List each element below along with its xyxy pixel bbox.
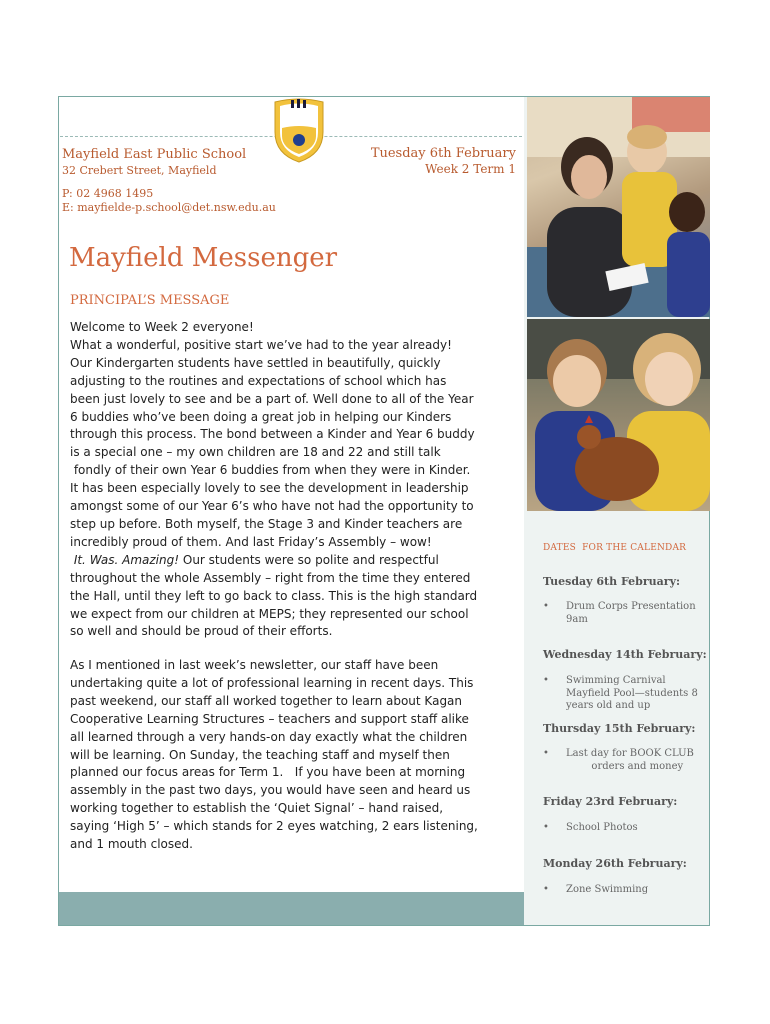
principal-message-paragraph-1 <box>70 319 502 641</box>
text-line: step up before. Both myself, the Stage 3 and Kinder teachers are <box>70 516 463 531</box>
text-line: so well and should be proud of their efforts. <box>70 624 333 639</box>
section-heading: PRINCIPAL’S MESSAGE <box>70 293 230 308</box>
text-line: assembly in the past two days, you would have seen and heard us <box>70 783 471 798</box>
text-line: planned our focus areas for Term 1. If you have been at morning <box>70 765 466 780</box>
bullet-icon: • <box>543 884 549 895</box>
text-line <box>70 552 502 570</box>
calendar-item <box>543 748 703 773</box>
text-line: and 1 mouth closed. <box>70 837 193 852</box>
contact-phone: P: 02 4968 1495 <box>62 187 154 200</box>
bullet-icon: • <box>543 601 549 612</box>
text-line: throughout the whole Assembly – right from the time they entered <box>70 570 471 585</box>
calendar-item-text: Zone Swimming <box>566 884 649 895</box>
text-line: working together to establish the ‘Quiet Signal’ – hand raised, <box>70 801 444 816</box>
text-line: the Hall, until they left to go back to class. This is the high standard <box>70 588 478 603</box>
photo-students-with-chicken <box>527 319 710 511</box>
calendar-item-text: years old and up <box>566 700 651 711</box>
text-line: undertaking quite a lot of professional learning in recent days. This <box>70 675 474 690</box>
issue-week: Week 2 Term 1 <box>425 162 516 176</box>
calendar-item-text: Drum Corps Presentation <box>566 601 696 612</box>
text-line: will be learning. On Sunday, the teaching staff and myself then <box>70 747 450 762</box>
school-address: 32 Crebert Street, Mayfield <box>62 164 217 177</box>
calendar-item <box>543 884 703 897</box>
text-line: Welcome to Week 2 everyone! <box>70 320 254 334</box>
calendar-day: Wednesday 14th February: <box>543 648 707 661</box>
newsletter-title: Mayfield Messenger <box>69 243 338 273</box>
text-line: is a special one – my own children are 18 and 22 and still talk <box>70 445 441 460</box>
bullet-icon: • <box>543 822 549 833</box>
school-logo <box>271 98 327 164</box>
footer-band <box>59 892 524 925</box>
italic-emphasis: It. Was. Amazing! <box>70 552 180 567</box>
text-line: past weekend, our staff all worked together to learn about Kagan <box>70 693 463 708</box>
calendar-item <box>543 675 703 713</box>
school-name: Mayfield East Public School <box>62 147 247 162</box>
calendar-item <box>543 601 703 626</box>
photo-teacher-with-students <box>527 97 710 317</box>
text-line: 6 buddies who’ve been doing a great job in helping our Kinders <box>70 409 452 424</box>
text-line: all learned through a very hands-on day exactly what the children <box>70 729 468 744</box>
text-line: been just lovely to see and be a part of. Well done to all of the Year <box>70 391 474 406</box>
calendar-day: Monday 26th February: <box>543 857 687 870</box>
text-line: As I mentioned in last week’s newsletter, our staff have been <box>70 658 439 672</box>
principal-message-paragraph-2 <box>70 657 502 854</box>
text-line: saying ‘High 5’ – which stands for 2 eyes watching, 2 ears listening, <box>70 819 478 834</box>
calendar-item-text: Mayfield Pool—students 8 <box>566 687 698 699</box>
text-line: What a wonderful, positive start we’ve had to the year already! <box>70 337 452 352</box>
text-segment: Our students were so polite and respectful <box>179 552 439 567</box>
text-line: Cooperative Learning Structures – teachers and support staff alike <box>70 711 469 726</box>
bullet-icon: • <box>543 675 549 686</box>
calendar-item-text: 9am <box>566 613 588 625</box>
text-line: adjusting to the routines and expectations of school which has <box>70 373 447 388</box>
text-line: amongst some of our Year 6’s who have not had the opportunity to <box>70 499 474 514</box>
text-line: It has been especially lovely to see the development in leadership <box>70 481 469 496</box>
contact-email[interactable]: E: mayfielde-p.school@det.nsw.edu.au <box>62 201 276 214</box>
text-line: fondly of their own Year 6 buddies from when they were in Kinder. <box>70 463 471 478</box>
calendar-item-text: Swimming Carnival <box>566 675 666 686</box>
calendar-heading: DATES FOR THE CALENDAR <box>543 543 687 553</box>
text-line: Our Kindergarten students have settled in beautifully, quickly <box>70 355 441 370</box>
issue-date: Tuesday 6th February <box>370 146 516 161</box>
text-line: incredibly proud of them. And last Friday’s Assembly – wow! <box>70 534 432 549</box>
calendar-item-text: Last day for BOOK CLUB <box>566 748 694 759</box>
calendar-item-text: orders and money <box>566 760 684 772</box>
calendar-day: Tuesday 6th February: <box>543 575 681 588</box>
calendar-day: Friday 23rd February: <box>543 795 678 808</box>
calendar-item-text: School Photos <box>566 822 638 833</box>
calendar-item <box>543 822 703 835</box>
text-line: through this process. The bond between a Kinder and Year 6 buddy <box>70 427 475 442</box>
calendar-day: Thursday 15th February: <box>543 722 696 735</box>
bullet-icon: • <box>543 748 549 759</box>
text-line: we expect from our children at MEPS; they represented our school <box>70 606 469 621</box>
